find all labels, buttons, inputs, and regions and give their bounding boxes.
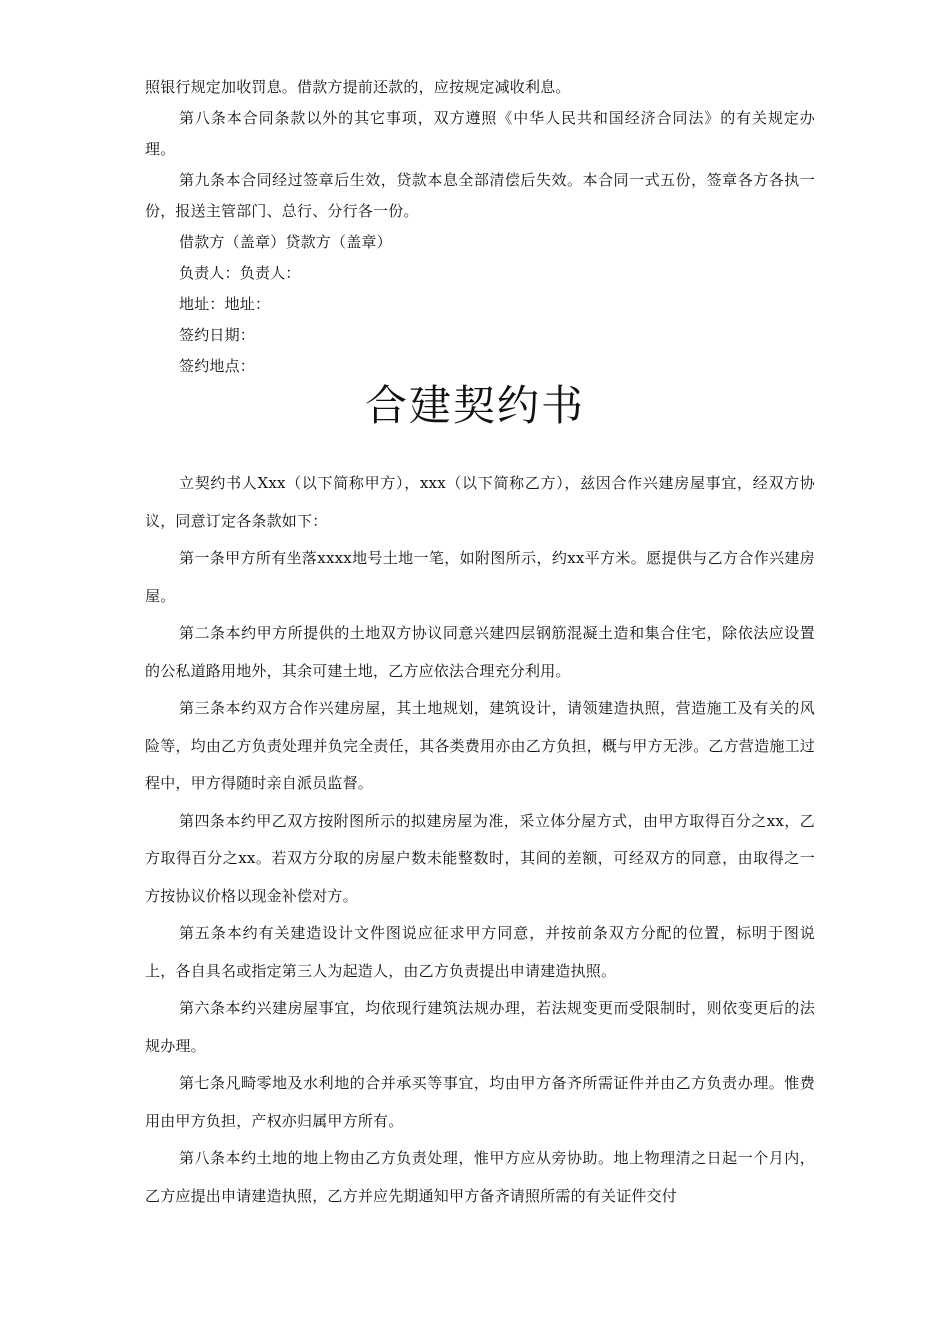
contract-article-5: 第五条本约有关建造设计文件图说应征求甲方同意，并按前条双方分配的位置，标明于图说上，各自具名或指定第三人为起造人，由乙方负责提出申请建造执照。 (145, 924, 815, 980)
contract-article-7: 第七条凡畸零地及水利地的合并承买等事宜，均由甲方备齐所需证件并由乙方负责办理。惟费用由甲方负担，产权亦归属甲方所有。 (145, 1074, 815, 1130)
contract-article-3: 第三条本约双方合作兴建房屋，其土地规划，建筑设计，请领建造执照，营造施工及有关的风险等，均由乙方负责处理并负完全责任，其各类费用亦由乙方负担，概与甲方无涉。乙方营造施工过程中，甲方得随时亲自派员监督。 (145, 699, 815, 792)
sign-date: 签约日期： (179, 326, 256, 344)
previous-clause-continuation: 照银行规定加收罚息。借款方提前还款的，应按规定减收利息。 (145, 78, 571, 96)
contract-article-4: 第四条本约甲乙双方按附图所示的拟建房屋为准，采立体分屋方式，由甲方取得百分之xx，乙方取得百分之xx。若双方分取的房屋户数未能整数时，其间的差额，可经双方的同意，由取得之一方按协议价格以现金补偿对方。 (145, 811, 815, 905)
contract-body (145, 465, 815, 1215)
contract-article-2: 第二条本约甲方所提供的土地双方协议同意兴建四层钢筋混凝土造和集合住宅，除依法应设置的公私道路用地外，其余可建土地，乙方应依法合理充分利用。 (145, 624, 815, 680)
addresses: 地址：地址： (179, 295, 271, 313)
responsible-persons: 负责人：负责人： (179, 264, 301, 282)
contract-article-6: 第六条本约兴建房屋事宜，均依现行建筑法规办理，若法规变更而受限制时，则依变更后的法规办理。 (145, 999, 815, 1055)
sign-place: 签约地点： (179, 357, 256, 375)
contract-article-1: 第一条甲方所有坐落xxxx地号土地一笔，如附图所示，约xx平方米。愿提供与乙方合作兴建房屋。 (145, 549, 815, 605)
contract-article-8: 第八条本约土地的地上物由乙方负责处理，惟甲方应从旁协助。地上物理清之日起一个月内，乙方应提出申请建造执照，乙方并应先期通知甲方备齐请照所需的有关证件交付 (145, 1149, 815, 1205)
previous-article-8: 第八条本合同条款以外的其它事项，双方遵照《中华人民共和国经济合同法》的有关规定办理。 (145, 109, 815, 158)
signature-parties: 借款方（盖章）贷款方（盖章） (179, 233, 392, 251)
previous-contract-ending (145, 72, 815, 382)
contract-title: 合建契约书 (364, 381, 585, 430)
contract-preamble: 立契约书人Xxx（以下简称甲方），xxx（以下简称乙方），兹因合作兴建房屋事宜，经双方协议，同意订定各条款如下： (145, 474, 815, 530)
previous-article-9: 第九条本合同经过签章后生效，贷款本息全部清偿后失效。本合同一式五份，签章各方各执一份，报送主管部门、总行、分行各一份。 (145, 171, 815, 220)
